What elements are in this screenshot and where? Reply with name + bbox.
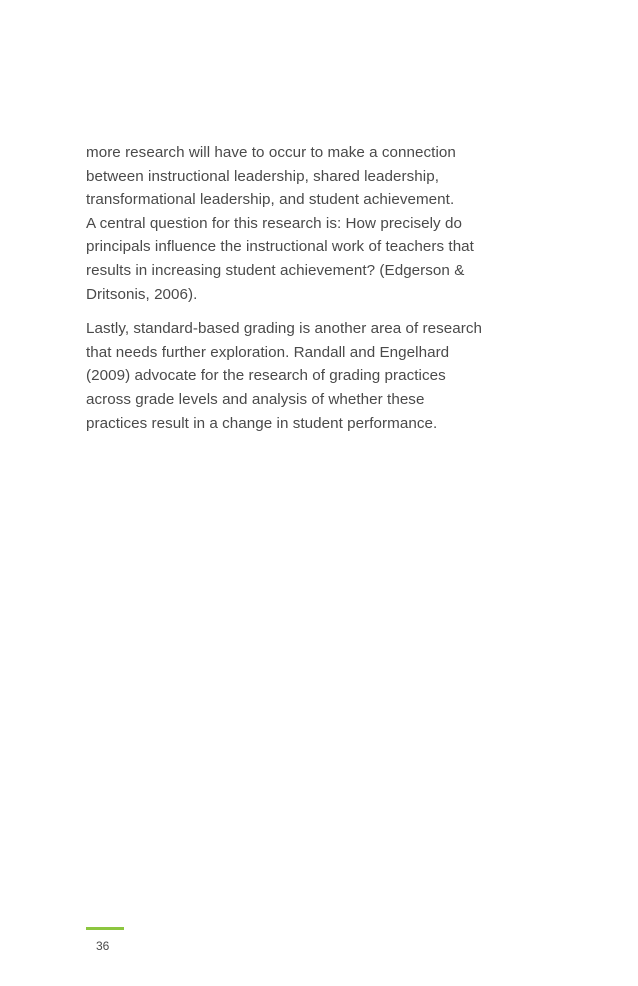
text-line: Lastly, standard-based grading is another area of research [86,320,483,338]
text-line: Dritsonis, 2006). [86,285,198,303]
text-line: practices result in a change in student performance. [86,414,438,432]
text-line: across grade levels and analysis of whether these [86,390,425,408]
paragraph-spacing [86,306,556,317]
text-line: results in increasing student achievement? (Edgerson & [86,261,465,279]
text-line: A central question for this research is: How precisely do [86,214,462,232]
footer-accent-rule [86,927,124,930]
text-line: between instructional leadership, shared leadership, [86,167,439,185]
body-text [86,141,556,435]
text-line: principals influence the instructional work of teachers that [86,238,474,256]
paragraph-1 [86,141,556,306]
paragraph-2 [86,317,556,435]
text-line: transformational leadership, and student achievement. [86,191,455,209]
text-line: that needs further exploration. Randall and Engelhard [86,343,450,361]
page-number: 36 [96,939,110,953]
text-line: more research will have to occur to make a connection [86,144,456,161]
text-line: (2009) advocate for the research of grading practices [86,367,446,385]
